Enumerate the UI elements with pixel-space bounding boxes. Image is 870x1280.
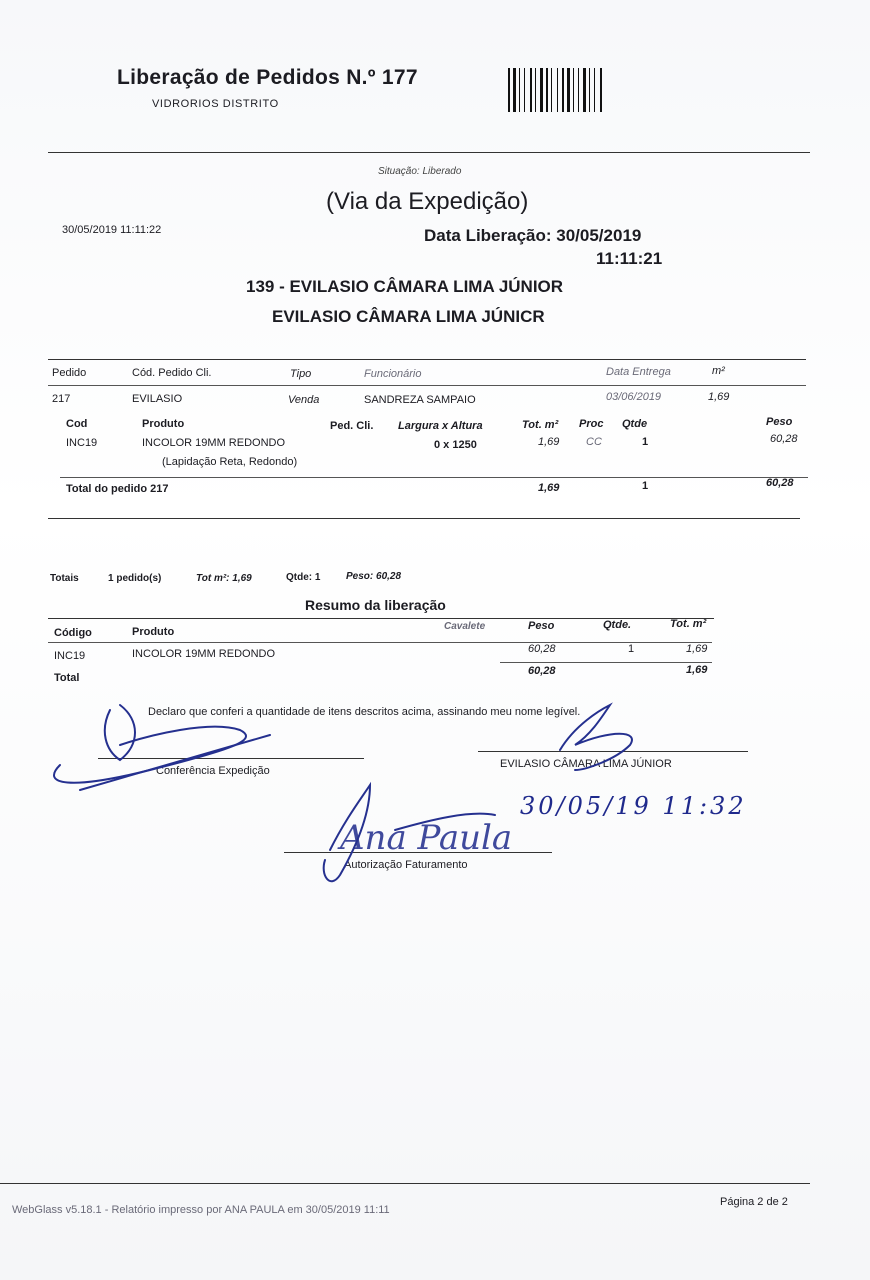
order-cod-pedido-cli: EVILASIO <box>132 393 183 405</box>
order-data-entrega: 03/06/2019 <box>606 391 662 403</box>
summary-qtde: 1 <box>628 643 635 655</box>
col-data-entrega: Data Entrega <box>606 366 671 378</box>
company-name: VIDRORIOS DISTRITO <box>152 98 279 110</box>
order-tipo: Venda <box>288 394 320 406</box>
summary-total-peso: 60,28 <box>528 665 556 677</box>
item-largura-altura: 0 x 1250 <box>434 439 477 451</box>
summary-title: Resumo da liberação <box>305 597 446 613</box>
summary-header-divider <box>48 642 712 643</box>
order-total-label: Total do pedido 217 <box>66 483 169 495</box>
printed-timestamp: 30/05/2019 11:11:22 <box>62 224 162 236</box>
col-funcionario: Funcionário <box>364 368 422 380</box>
item-peso: 60,28 <box>770 433 798 445</box>
item-col-produto: Produto <box>142 418 185 430</box>
summary-col-produto: Produto <box>132 626 175 638</box>
client-signature-name: EVILASIO CÂMARA LIMA JÚNIOR <box>500 758 672 770</box>
summary-col-qtde: Qtde. <box>603 619 632 631</box>
totals-tot-m2: Tot m²: 1,69 <box>196 573 252 584</box>
item-col-cod: Cod <box>66 418 88 430</box>
item-produto-detail: (Lapidação Reta, Redondo) <box>162 456 298 468</box>
totals-qtde: Qtde: 1 <box>286 572 321 583</box>
order-total-peso: 60,28 <box>766 477 794 489</box>
page-number: Página 2 de 2 <box>720 1196 788 1208</box>
order-header-divider <box>48 385 806 386</box>
footer-divider <box>0 1183 810 1184</box>
item-col-tot-m2: Tot. m² <box>522 419 559 431</box>
summary-col-tot-m2: Tot. m² <box>670 618 707 630</box>
order-pedido: 217 <box>52 393 71 405</box>
summary-total-label: Total <box>54 672 80 684</box>
summary-codigo: INC19 <box>54 650 86 662</box>
summary-tot-m2: 1,69 <box>686 643 708 655</box>
status-text: Situação: Liberado <box>378 166 462 177</box>
header-divider <box>48 152 810 153</box>
release-date: Data Liberação: 30/05/2019 <box>424 226 642 245</box>
footer-printed-by: WebGlass v5.18.1 - Relatório impresso por ANA PAULA em 30/05/2019 11:11 <box>12 1204 390 1216</box>
copy-type: (Via da Expedição) <box>326 188 529 215</box>
col-pedido: Pedido <box>52 367 87 379</box>
autorizacao-label: Autorização Faturamento <box>344 859 468 871</box>
order-bottom-divider <box>48 518 800 519</box>
order-total-m2: 1,69 <box>538 482 560 494</box>
summary-total-tot-m2: 1,69 <box>686 664 708 676</box>
col-tipo: Tipo <box>290 368 312 380</box>
item-col-peso: Peso <box>766 416 793 428</box>
item-produto: INCOLOR 19MM REDONDO <box>142 437 286 449</box>
col-cod-pedido-cli: Cód. Pedido Cli. <box>132 367 212 379</box>
order-m2: 1,69 <box>708 391 730 403</box>
item-cod: INC19 <box>66 437 98 449</box>
col-m2: m² <box>712 365 725 377</box>
release-time: 11:11:21 <box>596 249 663 268</box>
barcode <box>508 68 624 112</box>
summary-col-cavalete: Cavalete <box>444 621 486 632</box>
totals-label: Totais <box>50 573 79 584</box>
item-col-proc: Proc <box>579 418 604 430</box>
order-total-qtde: 1 <box>642 480 649 492</box>
item-tot-m2: 1,69 <box>538 436 560 448</box>
totals-pedidos: 1 pedido(s) <box>108 573 162 584</box>
summary-col-codigo: Código <box>54 627 92 639</box>
client-code-name: 139 - EVILASIO CÂMARA LIMA JÚNIOR <box>246 277 564 296</box>
item-col-largura-altura: Largura x Altura <box>398 420 483 432</box>
client-name: EVILASIO CÂMARA LIMA JÚNICR <box>272 307 545 326</box>
item-col-qtde: Qtde <box>622 418 648 430</box>
item-col-ped-cli: Ped. Cli. <box>330 420 374 432</box>
report-title: Liberação de Pedidos N.º 177 <box>117 66 418 89</box>
item-proc: CC <box>586 436 602 448</box>
order-funcionario: SANDREZA SAMPAIO <box>364 394 476 406</box>
declaration-text: Declaro que conferi a quantidade de itens descritos acima, assinando meu nome legível. <box>148 706 581 718</box>
handwritten-strokes <box>0 690 870 910</box>
handwritten-signature-ana-paula: Ana Paula <box>340 818 513 858</box>
conferencia-label: Conferência Expedição <box>156 765 270 777</box>
totals-peso: Peso: 60,28 <box>346 571 402 582</box>
order-total-divider <box>60 477 808 478</box>
summary-total-divider <box>500 662 712 663</box>
summary-col-peso: Peso <box>528 620 555 632</box>
summary-produto: INCOLOR 19MM REDONDO <box>132 648 276 660</box>
order-top-divider <box>48 359 806 360</box>
handwritten-date: 30/05/19 11:32 <box>520 792 747 820</box>
item-qtde: 1 <box>642 436 649 448</box>
summary-peso: 60,28 <box>528 643 556 655</box>
